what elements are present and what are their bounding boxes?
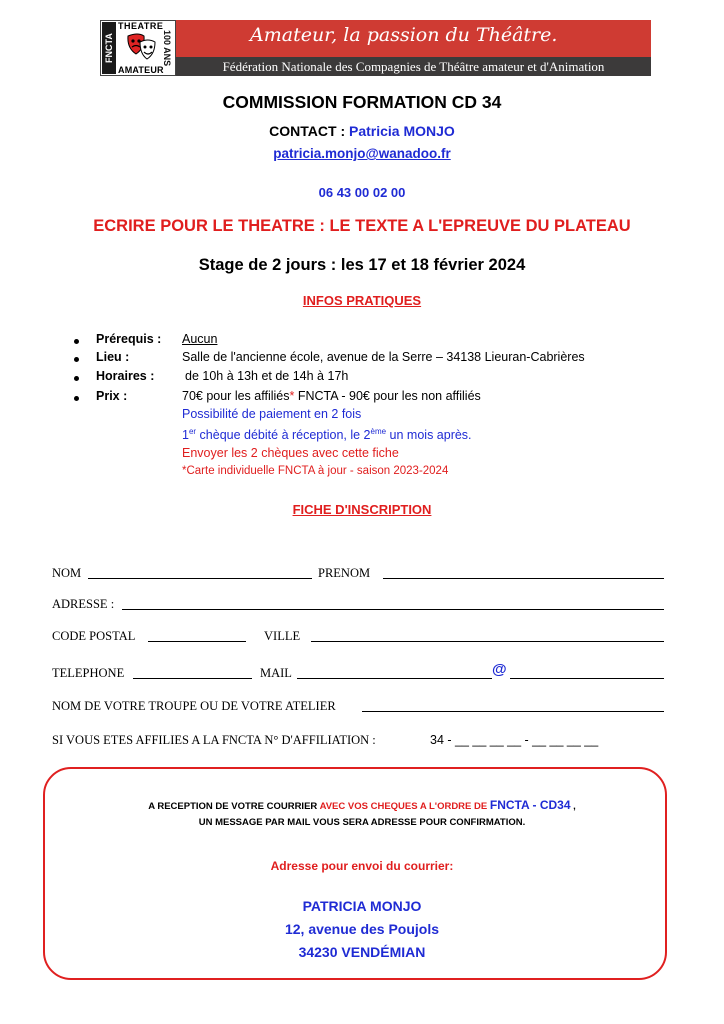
mail-domain-field[interactable] [510,678,664,679]
envoi-label: Adresse pour envoi du courrier: [270,859,454,873]
confirmation-line: UN MESSAGE PAR MAIL VOUS SERA ADRESSE POUR CONFIRMATION. [198,817,526,828]
contact-email-link[interactable]: patricia.monjo@wanadoo.fr [273,146,451,161]
prerequis-label: Prérequis : [96,332,162,346]
reception-line [0,798,724,812]
stage-title: ECRIRE POUR LE THEATRE : LE TEXTE A L'EPREUVE DU PLATEAU [93,217,631,235]
troupe-field[interactable] [362,711,664,712]
contact-name: Patricia MONJO [349,123,455,139]
envoyer-line: Envoyer les 2 chèques avec cette fiche [182,446,399,460]
lieu-value: Salle de l'ancienne école, avenue de la Serre – 34138 Lieuran-Cabrières [182,350,585,364]
reception-text-d: , [570,801,576,812]
cheque-mid: chèque débité à réception, le 2 [196,428,371,443]
address-name: PATRICIA MONJO [302,898,422,914]
prerequis-value: Aucun [182,332,218,346]
bullet-icon [74,357,79,362]
cheque-end: un mois après. [386,428,472,443]
prenom-label: PRENOM [318,566,371,580]
ville-field[interactable] [311,641,664,642]
mail-label: MAIL [260,666,292,680]
form-heading [0,502,724,517]
contact-phone: 06 43 00 02 00 [318,185,406,200]
reception-text-b: AVEC VOS CHEQUES A L'ORDRE DE [319,801,490,812]
email-row [0,146,724,161]
mail-user-field[interactable] [297,678,492,679]
prix-affilies: 70€ pour les affiliés [182,389,290,403]
adresse-label: ADRESSE : [52,597,115,611]
prix-value [182,389,481,403]
contact-label: CONTACT : [269,123,346,139]
contact-line [0,123,724,139]
reception-text-a: A RECEPTION DE VOTRE COURRIER [148,801,320,812]
bullet-icon [74,339,79,344]
cheque-1-sup: er [188,427,197,436]
logo-amateur-text: AMATEUR [118,65,164,75]
carte-text: Carte individuelle FNCTA à jour - saison 2023-2024 [186,465,449,477]
bullet-icon [74,376,79,381]
address-city: 34230 VENDÉMIAN [298,944,426,960]
prix-non-affilies: FNCTA - 90€ pour les non affiliés [294,389,481,403]
theatre-masks-icon [124,32,158,62]
cheque-1: 1 [182,428,189,443]
adresse-field[interactable] [122,609,664,610]
logo-fncta-text: FNCTA [102,22,116,74]
infos-heading [0,293,724,308]
paiement-line: Possibilité de paiement en 2 fois [182,407,362,421]
page-title: COMMISSION FORMATION CD 34 [222,92,502,112]
affiliation-label: SI VOUS ETES AFFILIES A LA FNCTA N° D'AFFILIATION : [52,733,376,747]
lieu-label: Lieu : [96,350,130,364]
infos-heading-text: INFOS PRATIQUES [302,293,422,308]
nom-label: NOM [52,566,82,580]
carte-star: * [182,465,187,477]
form-heading-text: FICHE D'INSCRIPTION [292,502,432,517]
logo-100-ans-text: 100 ANS [162,29,172,67]
telephone-label: TELEPHONE [52,666,125,680]
affiliation-field[interactable]: 34 - __ __ __ __ - __ __ __ __ [430,733,599,747]
telephone-field[interactable] [133,678,252,679]
cheque-line [182,427,472,442]
horaires-value: de 10h à 13h et de 14h à 17h [185,369,349,383]
code-postal-field[interactable] [148,641,246,642]
prix-star: * [289,389,295,403]
banner-federation-text: Fédération Nationale des Compagnies de Théâtre amateur et d'Animation [222,59,605,74]
carte-line [182,465,448,477]
code-postal-label: CODE POSTAL [52,629,136,643]
troupe-label: NOM DE VOTRE TROUPE OU DE VOTRE ATELIER [52,699,336,713]
at-sign: @ [492,661,507,678]
nom-field[interactable] [88,578,312,579]
ville-label: VILLE [264,629,301,643]
cheque-2-sup: ème [370,427,387,436]
logo-theatre-text: THEATRE [118,21,164,31]
banner-tagline: Amateur, la passion du Théâtre. [250,24,558,46]
horaires-label: Horaires : [96,369,155,383]
reception-order: FNCTA - CD34 [489,798,571,812]
prenom-field[interactable] [383,578,664,579]
address-street: 12, avenue des Poujols [284,921,440,937]
stage-dates: Stage de 2 jours : les 17 et 18 février 2024 [198,256,526,274]
prix-label: Prix : [96,389,128,403]
bullet-icon [74,396,79,401]
